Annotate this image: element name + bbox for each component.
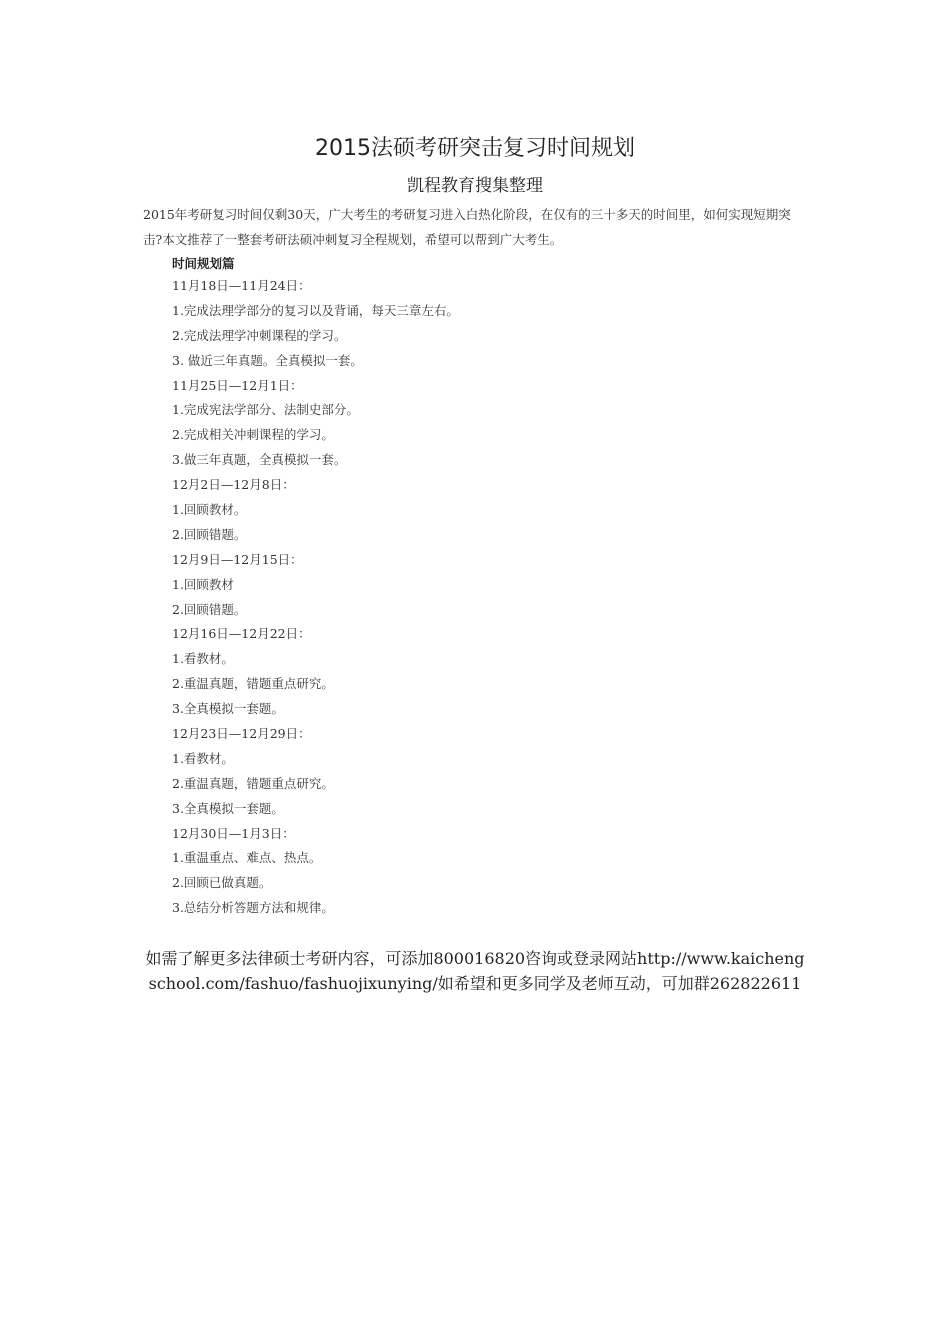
schedule-line: 11月18日—11月24日： — [172, 278, 311, 293]
schedule-line: 12月2日—12月8日： — [172, 477, 295, 493]
schedule-line: 3.总结分析答题方法和规律。 — [172, 900, 334, 916]
schedule-line: 3.全真模拟一套题。 — [172, 701, 284, 717]
schedule-line: 2.重温真题，错题重点研究。 — [172, 775, 334, 791]
schedule-line: 11月25日—12月1日： — [172, 377, 303, 393]
schedule-line: 2.完成相关冲刺课程的学习。 — [172, 427, 334, 443]
schedule-line: 3. 做近三年真题。全真模拟一套。 — [172, 352, 363, 368]
schedule-line: 2.重温真题，错题重点研究。 — [172, 676, 334, 692]
section-heading: 时间规划篇 — [172, 256, 235, 271]
schedule-line: 1.看教材。 — [172, 651, 234, 667]
schedule-line: 12月30日—1月3日： — [172, 825, 295, 841]
contact-footer: 如需了解更多法律硕士考研内容，可添加800016820咨询或登录网站http://www.kaichengschool.com/fashuo/fashuojixunying/如希望和更多同学及老师互动，可加群262822611 — [145, 949, 805, 993]
schedule-line: 2.回顾已做真题。 — [172, 875, 272, 891]
intro-paragraph: 2015年考研复习时间仅剩30天，广大考生的考研复习进入白热化阶段，在仅有的三十多天的时间里，如何实现短期突击?本文推荐了一整套考研法硕冲刺复习全程规划，希望可以帮到广大考生。 — [143, 207, 791, 247]
schedule-line: 1.完成宪法学部分、法制史部分。 — [172, 402, 359, 418]
schedule-list — [172, 274, 772, 921]
schedule-line: 1.回顾教材 — [172, 576, 234, 592]
schedule-line: 2.回顾错题。 — [172, 601, 247, 617]
schedule-line: 2.回顾错题。 — [172, 526, 247, 542]
schedule-line: 3.做三年真题，全真模拟一套。 — [172, 452, 347, 468]
schedule-line: 1.完成法理学部分的复习以及背诵，每天三章左右。 — [172, 302, 459, 318]
schedule-line: 1.看教材。 — [172, 750, 234, 766]
schedule-line: 12月9日—12月15日： — [172, 551, 303, 567]
schedule-line: 2.完成法理学冲刺课程的学习。 — [172, 327, 347, 343]
schedule-line: 1.回顾教材。 — [172, 502, 247, 518]
document-title: 2015法硕考研突击复习时间规划 — [315, 136, 635, 161]
schedule-line: 3.全真模拟一套题。 — [172, 800, 284, 816]
schedule-line: 12月16日—12月22日： — [172, 626, 311, 642]
schedule-line: 12月23日—12月29日： — [172, 726, 311, 742]
document-subtitle: 凯程教育搜集整理 — [407, 176, 543, 196]
schedule-line: 1.重温重点、难点、热点。 — [172, 850, 322, 866]
